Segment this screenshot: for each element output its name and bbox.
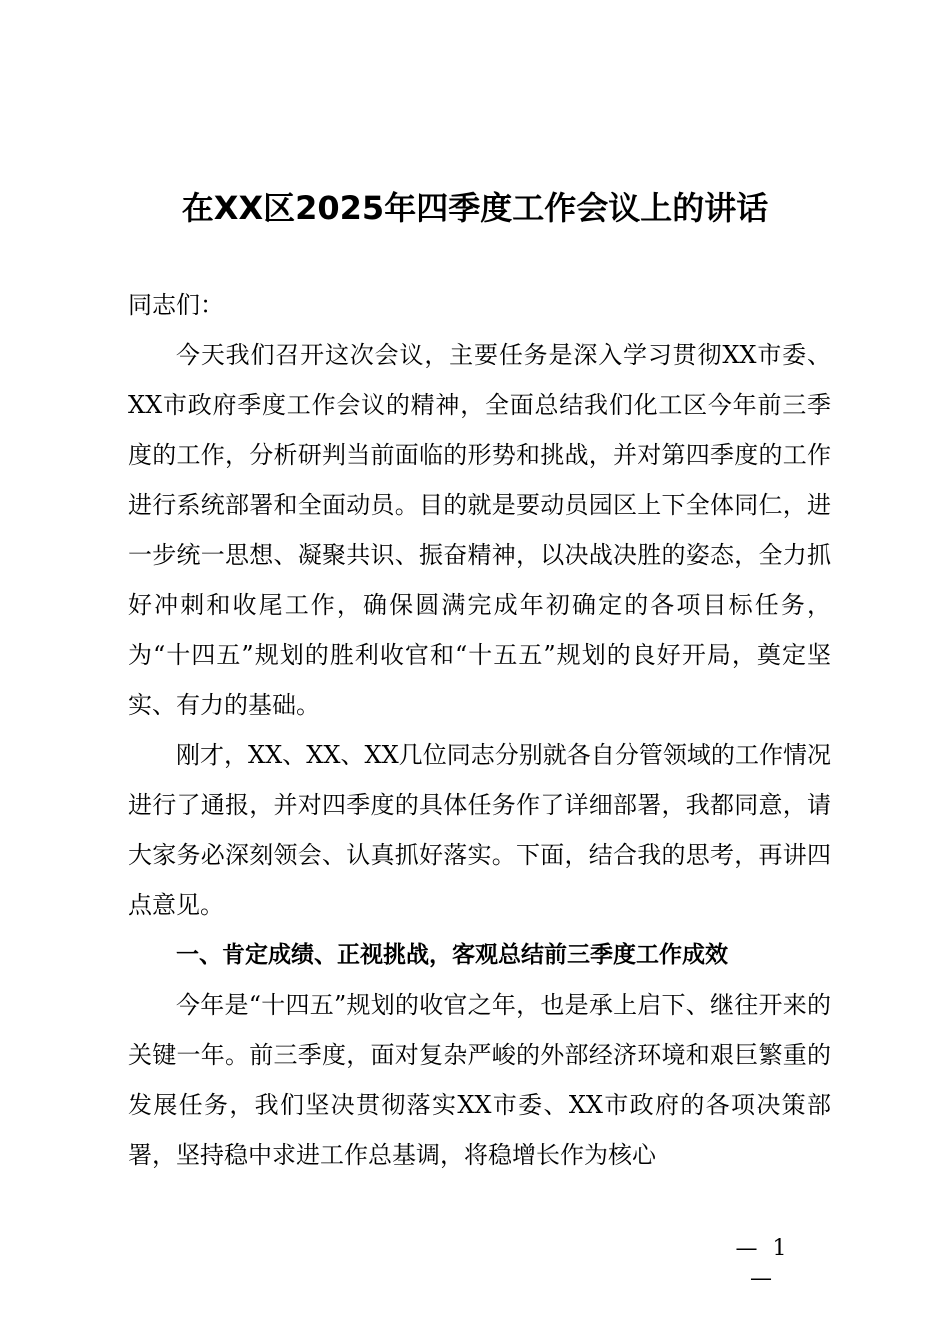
paragraph-reports: 刚才，XX、XX、XX几位同志分别就各自分管领域的工作情况进行了通报，并对四季度的具体任务作了详细部署，我都同意，请大家务必深刻领会、认真抓好落实。下面，结合我的思考，再讲四点意见。 (128, 741, 831, 919)
paragraph-section-one: 今年是“十四五”规划的收官之年，也是承上启下、继往开来的关键一年。前三季度，面对复杂严峻的外部经济环境和艰巨繁重的发展任务，我们坚决贯彻落实XX市委、XX市政府的各项决策部署，坚持稳中求进工作总基调，将稳增长作为核心 (128, 991, 831, 1169)
salutation: 同志们： (128, 291, 224, 319)
page-title: 在XX区2025年四季度工作会议上的讲话 (181, 189, 769, 227)
document-body (128, 280, 831, 1180)
section-heading: 一、肯定成绩、正视挑战，客观总结前三季度工作成效 (176, 942, 728, 968)
page-number: — 1 — (735, 1236, 791, 1291)
paragraph-intro: 今天我们召开这次会议，主要任务是深入学习贯彻XX市委、XX市政府季度工作会议的精神，全面总结我们化工区今年前三季度的工作，分析研判当前面临的形势和挑战，并对第四季度的工作进行系统部署和全面动员。目的就是要动员园区上下全体同仁，进一步统一思想、凝聚共识、振奋精神，以决战决胜的姿态，全力抓好冲刺和收尾工作，确保圆满完成年初确定的各项目标任务，为“十四五”规划的胜利收官和“十五五”规划的良好开局，奠定坚实、有力的基础。 (128, 341, 831, 719)
